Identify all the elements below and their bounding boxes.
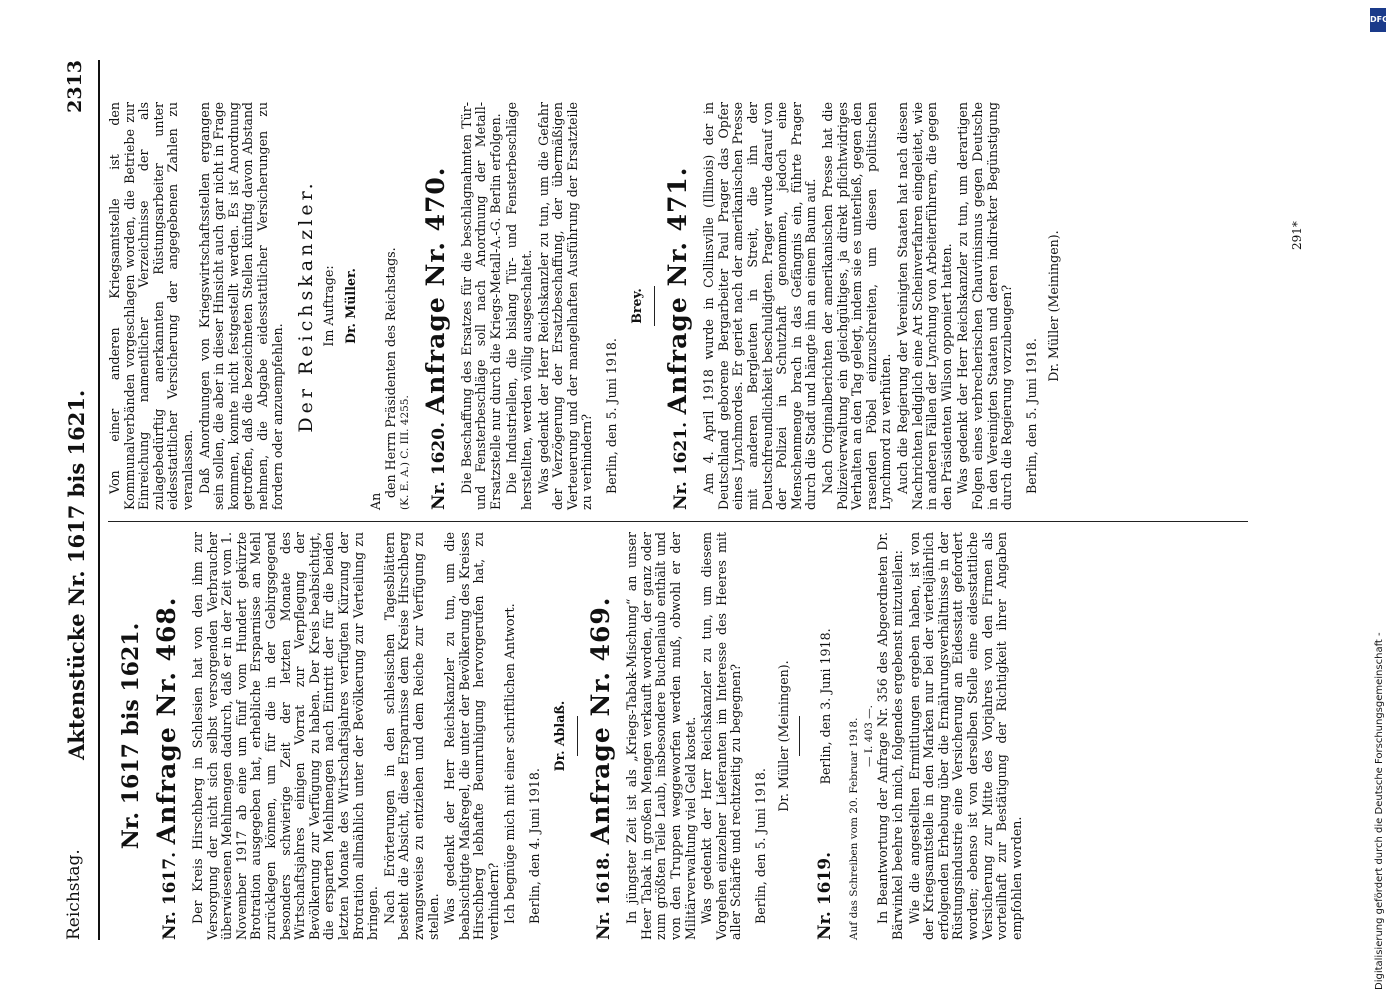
rotated-document-page: [50, 60, 1340, 940]
signature: Dr. Müller (Meiningen).: [1046, 230, 1062, 382]
paragraph: Nach Erörterungen in den schlesischen Tagesblättern besteht die Absicht, diese Ersparnisse dem Kreise Hirschberg zwangsweise zu entziehen und dem Reiche zur Verfügung zu stellen.: [381, 532, 441, 940]
paragraph: In Beantwortung der Anfrage Nr. 356 des Abgeordneten Dr. Bärwinkel beehre ich mich, folgendes ergebenst mitzuteilen:: [875, 532, 905, 940]
left-column: [108, 532, 1026, 940]
page-header: [50, 60, 100, 940]
range-title: Nr. 1617 bis 1621.: [118, 622, 144, 850]
paragraph: Was gedenkt der Herr Reichskanzler zu tun, um derartigen Folgen eines verbrecherischen Chauvinismus gegen Deutsche in den Vereinigten Staaten und deren indirekter Begünstigung durch die Regierung vorzubeugen?: [955, 102, 1015, 510]
column-divider: [108, 521, 1248, 522]
paragraph: Die Beschaffung des Ersatzes für die beschlagnahmten Tür- und Fensterbeschläge soll nach Anordnung der Metall-Ersatzstelle nur durch die Kriegs-Metall-A.-G. Berlin erfolgen.: [458, 102, 503, 510]
signature: Brey.: [628, 288, 644, 324]
paragraph: In jüngster Zeit ist als „Kriegs-Tabak-Mischung“ an unser Heer Tabak in großen Mengen verkauft worden, der ganz oder zum größten Teile Laub, insbesondere Buchenlaub enthält und von den Truppen weggeworfen werden muß, obwohl er der Militärverwaltung viel Geld kostet.: [624, 532, 698, 940]
header-title: Aktenstücke Nr. 1617 bis 1621.: [64, 389, 89, 760]
date-line: Berlin, den 5. Juni 1918.: [1023, 338, 1039, 494]
digitization-note: Digitalisierung gefördert durch die Deutsche Forschungsgemeinschaft -: [1374, 632, 1385, 990]
separator: [577, 716, 578, 756]
paragraph: Daß Anordnungen von Kriegswirtschaftsstellen ergangen sein sollen, die aber in dieser Hinsicht auch gar nicht in Frage kommen, konnte nicht festgestellt werden. Es ist Anordnung getroffen, daß die bezeichneten Stellen künftig davon Abstand nehmen, die Abgabe eidesstattlicher Versicherungen zu fordern oder anzuempfehlen.: [196, 102, 285, 510]
paragraph: Wie die angestellten Ermittlungen ergeben haben, ist von der Kriegsamtstelle in den Marken nur bei der vierteljährlich erfolgenden Erhebung über die Ernährungsverhältnisse in der Rüstungsindustrie eine Versicherung an Eidesstatt gefordert worden; ebenso ist von derselben Stelle eine eidesstattliche Versicherung zur Mitte des Vorjahres von den Firmen als vorteilhaft zur Bestätigung der Richtigkeit ihrer Angaben empfohlen worden.: [906, 532, 1024, 940]
right-column: [108, 102, 1070, 510]
heading-1621: Nr. 1621. Anfrage Nr. 471.: [663, 166, 693, 510]
paragraph: Nach Originalberichten der amerikanischen Presse hat die Polizeiverwaltung ein gleichgültiges, ja direkt pflichtwidriges Verhalten an den Tag gelegt, indem sie es unterließ, gegen den rasenden Pöbel einzuschreiten, um diesen politischen Lynchmord zu verhüten.: [819, 102, 894, 510]
reference: Auf das Schreiben vom 20. Februar 1918.: [848, 717, 861, 940]
paragraph: Der Kreis Hirschberg in Schlesien hat von den ihm zur Versorgung der nicht sich selbst versorgenden Verbraucher überwiesenen Mehlmengen dadurch, daß er in der Zeit vom 1. November 1917 ab eine um fünf vom Hundert gekürzte Brotration ausgegeben hat, erhebliche Ersparnisse an Mehl zurücklegen können, um für die in der Gebirgsgegend besonders schwierige Zeit der letzten Monate des Wirtschaftsjahres einigen Vorrat zur Verpflegung der Bevölkerung zur Verfügung zu haben. Der Kreis beabsichtigt, die ersparten Mehlmengen nach Eintritt der für die beiden letzten Monate des Wirtschaftsjahres verfügten Kürzung der Brotration allmählich unter der Bevölkerung zur Verteilung zu bringen.: [190, 532, 381, 940]
signature: Dr. Ablaß.: [551, 700, 567, 772]
date-line: Berlin, den 5. Juni 1918.: [753, 768, 768, 924]
heading-1620: Nr. 1620. Anfrage Nr. 470.: [420, 166, 450, 510]
auftrag-line: Im Auftrage:: [320, 265, 336, 347]
heading-1618: Nr. 1618. Anfrage Nr. 469.: [586, 596, 616, 940]
header-left: Reichstag.: [64, 849, 84, 940]
reference-number: — I. 403 —.: [862, 705, 875, 767]
paragraph: Die Industriellen, die bislang Tür- und Fensterbeschläge herstellten, werden völlig ausgeschaltet.: [504, 102, 535, 510]
paragraph: Was gedenkt der Herr Reichskanzler zu tun, um die beabsichtigte Maßregel, die unter der Bevölkerung des Kreises Hirschberg lebhafte Beunruhigung hervorgerufen hat, zu verhindern?: [442, 532, 501, 940]
paragraph: Am 4. April 1918 wurde in Collinsville (Illinois) der in Deutschland geborene Bergarbeiter Paul Prager das Opfer eines Lynchmordes. Er geriet nach der amerikanischen Presse mit anderen Bergleuten in Streit, die ihn der Deutschfreundlichkeit beschuldigten. Prager wurde darauf von der Polizei in Schutzhaft genommen, jedoch eine Menschenmenge brach in das Gefängnis ein, führte Prager durch die Stadt und hängte ihn an einem Baum auf.: [701, 102, 819, 510]
paragraph: Was gedenkt der Herr Reichskanzler zu tun, um die Gefahr der Verzögerung der Ersatzbeschaffung, der übermäßigen Verteuerung und der mangelhaften Ausführung der Ersatzteile zu verhindern?: [535, 102, 595, 510]
date-line: Berlin, den 5. Juni 1918.: [604, 338, 620, 494]
date-line: Berlin, den 4. Juni 1918.: [527, 768, 543, 924]
heading-1617: Nr. 1617. Anfrage Nr. 468.: [152, 596, 181, 940]
address-an: An: [367, 492, 383, 510]
address-recipient: den Herrn Präsidenten des Reichstags.: [382, 247, 398, 498]
paragraph: Ich begnüge mich mit einer schriftlichen Antwort.: [502, 603, 518, 924]
separator: [799, 716, 800, 756]
page-number: 2313: [64, 60, 86, 113]
sheet-mark: 291*: [1290, 221, 1304, 250]
signature: Dr. Müller (Meiningen).: [775, 660, 791, 812]
file-reference: (K. E. A.) C. III. 4255.: [399, 395, 412, 510]
dfg-logo: DFG: [1370, 8, 1386, 32]
separator: [654, 286, 655, 326]
signature: Dr. Müller.: [343, 268, 359, 344]
paragraph: Von einer anderen Kriegsamtstelle ist den Kommunalverbänden vorgeschlagen worden, die Betriebe zur Einreichung namentlicher Verzeichnisse der als zulagebedürftig anerkannten Rüstungsarbeiter unter eidesstattlicher Versicherung der angegebenen Zahlen zu veranlassen.: [107, 102, 195, 510]
heading-1619: Nr. 1619. Berlin, den 3. Juni 1918.: [815, 628, 836, 940]
paragraph: Was gedenkt der Herr Reichskanzler zu tun, um diesem Vorgehen einzelner Lieferanten im Interesse des Heeres mit aller Schärfe und rechtzeitig zu begegnen?: [699, 532, 744, 940]
paragraph: Auch die Regierung der Vereinigten Staaten hat nach diesen Nachrichten lediglich eine Art Scheinverfahren eingeleitet, wie in anderen Fällen der Lynchung von Arbeiterführern, die gegen den Präsidenten Wilson opponiert hatten.: [894, 102, 954, 510]
signatory-title: Der Reichskanzler.: [295, 179, 318, 433]
